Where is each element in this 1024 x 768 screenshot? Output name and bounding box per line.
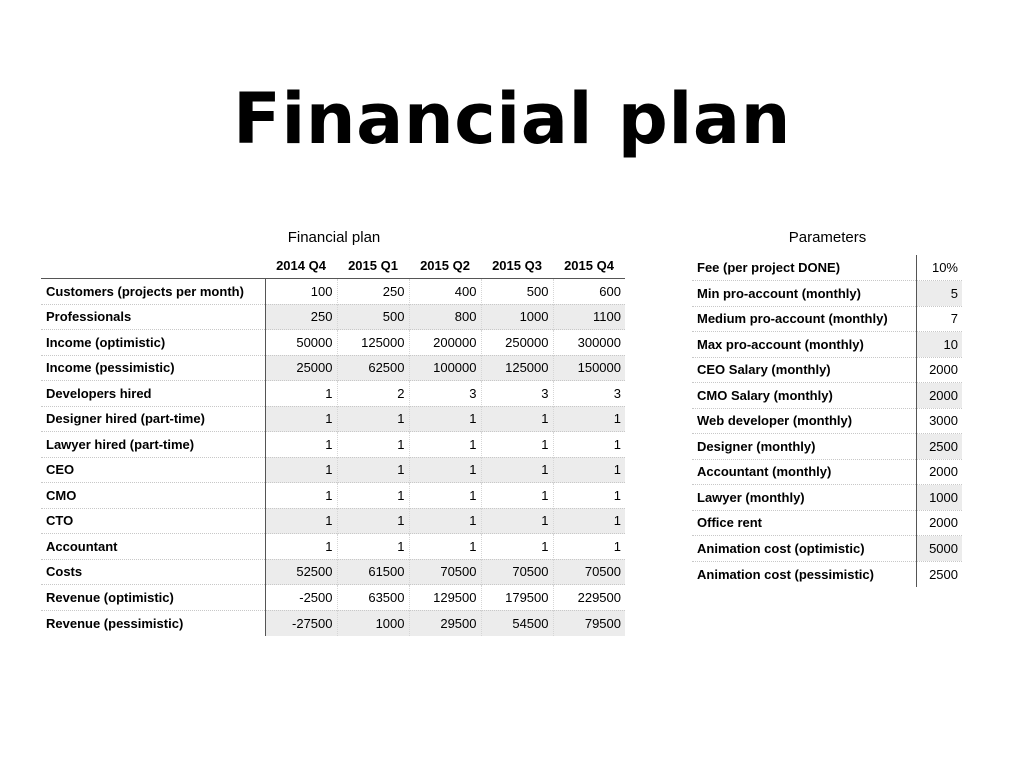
table-cell: 500	[337, 304, 409, 330]
parameter-label: Designer (monthly)	[692, 434, 916, 460]
table-cell: 61500	[337, 559, 409, 585]
table-row	[41, 559, 625, 585]
table-cell: 63500	[337, 585, 409, 611]
row-label: CEO	[41, 457, 265, 483]
table-cell: 1	[265, 406, 337, 432]
parameter-value: 1000	[916, 485, 962, 511]
parameters-table	[692, 255, 962, 587]
table-cell: 1	[481, 508, 553, 534]
table-cell: 200000	[409, 330, 481, 356]
column-header: 2015 Q4	[564, 258, 614, 273]
parameter-value: 2000	[929, 464, 958, 480]
table-row	[41, 330, 625, 356]
table-cell: 1	[481, 432, 553, 458]
financial-plan-header-row	[41, 253, 625, 279]
table-cell: 250	[337, 279, 409, 305]
table-cell: 1	[337, 457, 409, 483]
table-cell: 1	[265, 483, 337, 509]
parameter-label: CEO Salary (monthly)	[692, 357, 916, 383]
table-cell: 125000	[481, 355, 553, 381]
table-cell: 25000	[265, 355, 337, 381]
table-row	[41, 508, 625, 534]
parameter-value: 7	[950, 311, 958, 327]
table-cell: 3	[409, 381, 481, 407]
table-cell: 1	[409, 483, 481, 509]
row-label: Customers (projects per month)	[41, 279, 265, 305]
row-label: CTO	[41, 508, 265, 534]
table-cell: 1	[553, 457, 625, 483]
parameter-row	[692, 434, 962, 460]
table-cell: 250000	[481, 330, 553, 356]
parameter-value: 2500	[929, 566, 958, 582]
table-cell: 800	[409, 304, 481, 330]
row-label: Revenue (optimistic)	[41, 585, 265, 611]
table-cell: 70500	[553, 559, 625, 585]
column-header: 2015 Q3	[492, 258, 542, 273]
slide-title: Financial plan	[233, 78, 791, 160]
parameter-row	[692, 255, 962, 281]
table-cell: 1	[553, 406, 625, 432]
table-cell: 1	[409, 457, 481, 483]
table-cell: 1	[553, 483, 625, 509]
table-cell: 1	[265, 457, 337, 483]
table-row	[41, 355, 625, 381]
parameter-label: Min pro-account (monthly)	[692, 281, 916, 307]
table-cell: 1000	[337, 610, 409, 636]
parameter-value: 2000	[929, 362, 958, 378]
parameter-label: Animation cost (pessimistic)	[692, 561, 916, 587]
parameter-value: 2000	[929, 515, 958, 531]
table-cell: 500	[481, 279, 553, 305]
table-cell: 62500	[337, 355, 409, 381]
parameter-row	[692, 281, 962, 307]
column-header: 2015 Q1	[348, 258, 398, 273]
table-row	[41, 432, 625, 458]
table-cell: 52500	[265, 559, 337, 585]
row-label: Developers hired	[41, 381, 265, 407]
column-header: 2014 Q4	[276, 258, 326, 273]
parameter-label: Office rent	[692, 510, 916, 536]
table-cell: 1	[409, 406, 481, 432]
table-cell: 1100	[553, 304, 625, 330]
table-cell: 50000	[265, 330, 337, 356]
table-cell: 150000	[553, 355, 625, 381]
table-cell: 29500	[409, 610, 481, 636]
table-cell: 1	[553, 432, 625, 458]
table-cell: 1	[337, 432, 409, 458]
table-cell: 129500	[409, 585, 481, 611]
table-cell: 1	[481, 483, 553, 509]
parameter-label: Medium pro-account (monthly)	[692, 306, 916, 332]
table-cell: 1	[337, 406, 409, 432]
table-row	[41, 534, 625, 560]
table-cell: 54500	[481, 610, 553, 636]
table-cell: 250	[265, 304, 337, 330]
table-cell: 1	[481, 406, 553, 432]
financial-plan-caption: Financial plan	[287, 229, 381, 246]
financial-plan-body	[41, 279, 625, 636]
parameter-row	[692, 485, 962, 511]
parameter-label: Animation cost (optimistic)	[692, 536, 916, 562]
table-cell: 1	[553, 534, 625, 560]
parameter-value: 2500	[916, 434, 962, 460]
table-cell: 1	[409, 508, 481, 534]
parameters-caption: Parameters	[788, 229, 867, 246]
table-row	[41, 457, 625, 483]
table-cell: 179500	[481, 585, 553, 611]
table-cell: 600	[553, 279, 625, 305]
table-cell: 3	[481, 381, 553, 407]
parameter-row	[692, 383, 962, 409]
table-cell: 1	[409, 534, 481, 560]
table-cell: 1	[265, 381, 337, 407]
table-cell: 1	[337, 534, 409, 560]
table-row	[41, 483, 625, 509]
table-cell: 3	[553, 381, 625, 407]
parameter-row	[692, 459, 962, 485]
row-label: Income (optimistic)	[41, 330, 265, 356]
row-label: Costs	[41, 559, 265, 585]
row-label: Accountant	[41, 534, 265, 560]
table-cell: 400	[409, 279, 481, 305]
table-row	[41, 304, 625, 330]
table-cell: 300000	[553, 330, 625, 356]
table-row	[41, 279, 625, 305]
parameter-value: 5000	[916, 536, 962, 562]
parameter-value: 10%	[931, 260, 958, 275]
table-cell: 1	[481, 534, 553, 560]
column-header: 2015 Q2	[420, 258, 470, 273]
table-row	[41, 585, 625, 611]
table-cell: 1	[481, 457, 553, 483]
table-cell: 1	[337, 508, 409, 534]
parameter-label: Fee (per project DONE)	[692, 255, 916, 281]
table-cell: 1	[409, 432, 481, 458]
parameter-label: Accountant (monthly)	[692, 459, 916, 485]
parameter-value: 3000	[929, 413, 958, 429]
table-cell: -2500	[265, 585, 337, 611]
table-cell: 1	[265, 508, 337, 534]
table-cell: 70500	[481, 559, 553, 585]
table-cell: 100000	[409, 355, 481, 381]
parameter-row	[692, 306, 962, 332]
parameter-value: 2000	[916, 383, 962, 409]
table-cell: 2	[337, 381, 409, 407]
table-cell: 100	[265, 279, 337, 305]
table-cell: 1	[265, 432, 337, 458]
row-label: Professionals	[41, 304, 265, 330]
row-label: Revenue (pessimistic)	[41, 610, 265, 636]
table-cell: 70500	[409, 559, 481, 585]
parameter-value: 10	[916, 332, 962, 358]
financial-plan-table	[41, 253, 625, 636]
row-label: Designer hired (part-time)	[41, 406, 265, 432]
row-label: CMO	[41, 483, 265, 509]
table-row	[41, 381, 625, 407]
table-cell: 1	[265, 534, 337, 560]
table-cell: -27500	[265, 610, 337, 636]
parameter-label: CMO Salary (monthly)	[692, 383, 916, 409]
table-row	[41, 406, 625, 432]
header-corner	[41, 253, 265, 279]
row-label: Income (pessimistic)	[41, 355, 265, 381]
parameters-body	[692, 255, 962, 587]
table-cell: 1	[553, 508, 625, 534]
parameter-label: Web developer (monthly)	[692, 408, 916, 434]
parameter-row	[692, 408, 962, 434]
parameter-row	[692, 332, 962, 358]
parameter-row	[692, 561, 962, 587]
row-label: Lawyer hired (part-time)	[41, 432, 265, 458]
parameter-row	[692, 536, 962, 562]
parameter-value: 5	[916, 281, 962, 307]
parameter-row	[692, 357, 962, 383]
table-cell: 229500	[553, 585, 625, 611]
parameter-row	[692, 510, 962, 536]
parameter-label: Max pro-account (monthly)	[692, 332, 916, 358]
table-cell: 1000	[481, 304, 553, 330]
table-cell: 79500	[553, 610, 625, 636]
table-row	[41, 610, 625, 636]
parameter-label: Lawyer (monthly)	[692, 485, 916, 511]
table-cell: 125000	[337, 330, 409, 356]
table-cell: 1	[337, 483, 409, 509]
